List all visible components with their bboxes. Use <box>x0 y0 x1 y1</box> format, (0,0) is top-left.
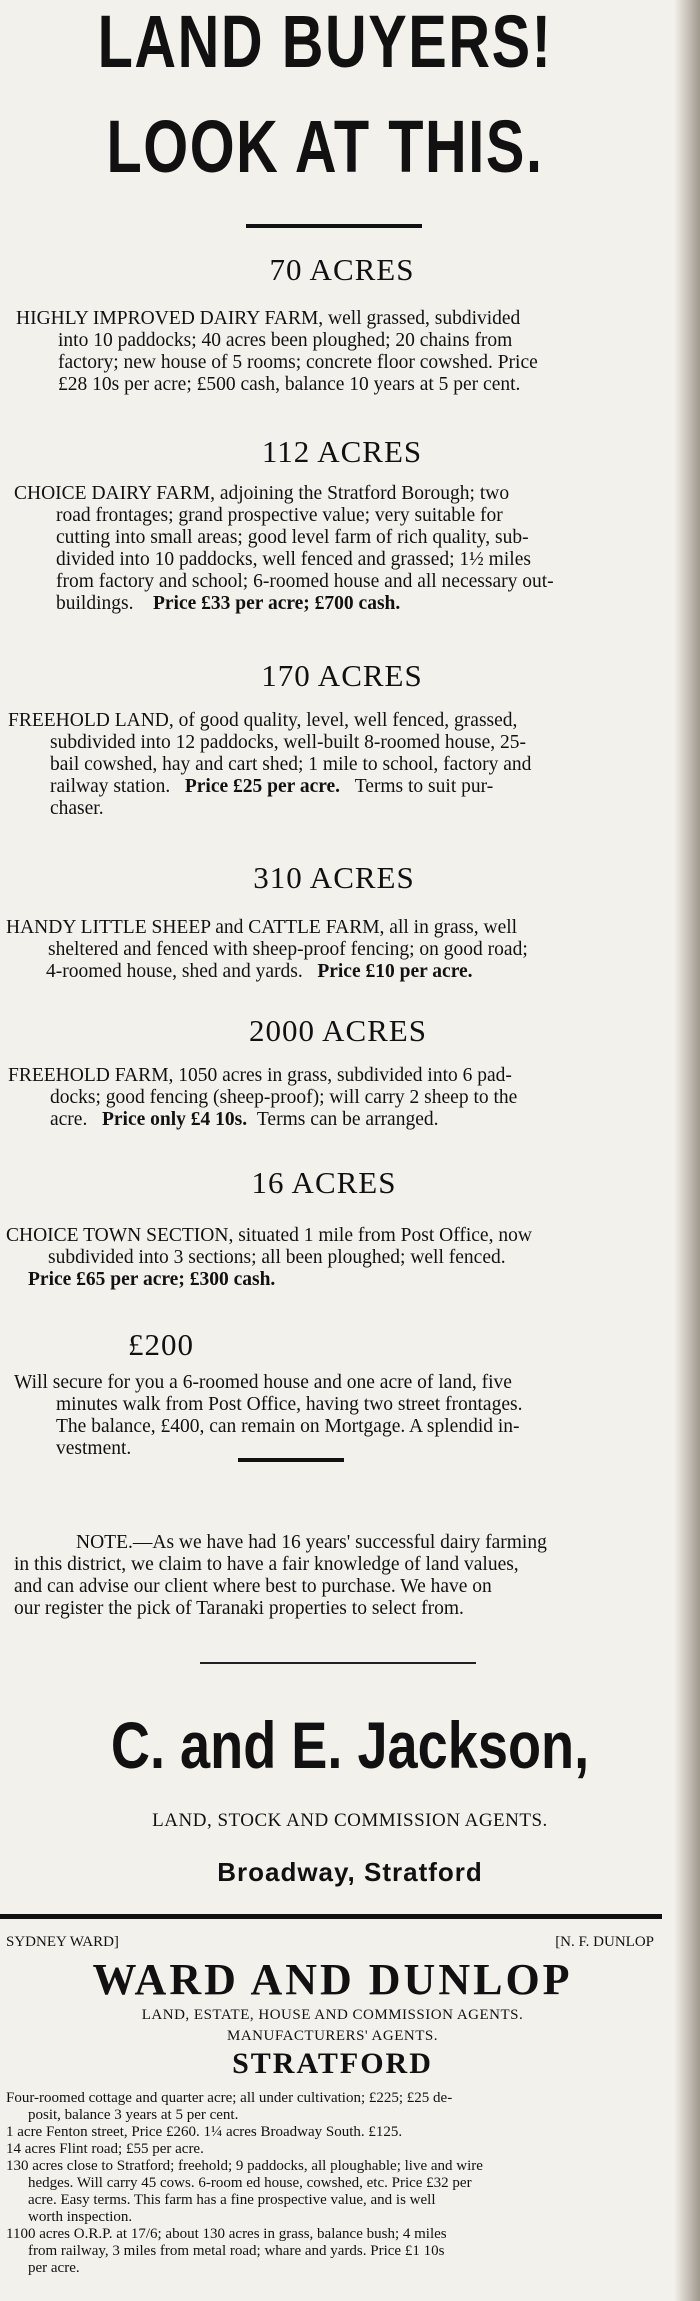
note-line: our register the pick of Taranaki properties to select from. <box>14 1598 464 1619</box>
body-line: sheltered and fenced with sheep-proof fencing; on good road; <box>48 939 528 960</box>
ward-title: WARD AND DUNLOP <box>92 1955 573 2004</box>
section-body-200-pounds <box>14 1372 666 1460</box>
section-heading-2000-acres: 2000 ACRES <box>249 1013 427 1048</box>
section-body-16-acres <box>6 1225 666 1291</box>
section-heading-112-acres: 112 ACRES <box>261 434 423 469</box>
body-line: subdivided into 3 sections; all been ploughed; well fenced. <box>48 1247 506 1268</box>
listing-line: per acre. <box>28 2260 80 2276</box>
note-line: NOTE.—As we have had 16 years' successful dairy farming <box>76 1532 547 1553</box>
note-rule <box>200 1662 476 1664</box>
listing-line: worth inspection. <box>28 2209 133 2225</box>
body-line: bail cowshed, hay and cart shed; 1 mile to school, factory and <box>50 754 532 775</box>
listing-line: posit, balance 3 years at 5 per cent. <box>28 2107 239 2123</box>
headline-rule <box>246 224 422 228</box>
page-edge-shadow <box>674 0 700 2301</box>
firm-address: Broadway, Stratford <box>217 1857 483 1887</box>
listing-line: 1100 acres O.R.P. at 17/6; about 130 acres in grass, balance bush; 4 miles <box>6 2226 447 2242</box>
body-line: £28 10s per acre; £500 cash, balance 10 years at 5 per cent. <box>58 374 521 395</box>
body-line: The balance, £400, can remain on Mortgage. A splendid in- <box>56 1416 520 1437</box>
section-body-170-acres <box>8 710 666 820</box>
terms-text: Terms to suit pur- <box>354 776 494 797</box>
section-body-310-acres <box>6 917 666 983</box>
price-text: Price £10 per acre. <box>317 961 473 982</box>
listing-line: acre. Easy terms. This farm has a fine prospective value, and is well <box>28 2192 436 2208</box>
body-line: chaser. <box>50 798 104 819</box>
body-line: HANDY LITTLE SHEEP and CATTLE FARM, all in grass, well <box>6 917 518 938</box>
section-heading-70-acres: 70 ACRES <box>269 252 415 287</box>
firm-description: LAND, STOCK AND COMMISSION AGENTS. <box>152 1810 548 1831</box>
note-line: and can advise our client where best to purchase. We have on <box>14 1576 492 1597</box>
partner-right: [N. F. DUNLOP <box>555 1934 654 1950</box>
body-line: vestment. <box>56 1438 132 1459</box>
body-line: factory; new house of 5 rooms; concrete floor cowshed. Price <box>58 352 538 373</box>
body-line-with-price <box>14 593 666 615</box>
listing-line: 14 acres Flint road; £55 per acre. <box>6 2141 204 2157</box>
body-line-text: buildings. <box>56 593 134 614</box>
section-body-2000-acres <box>8 1065 666 1131</box>
section-heading-170-acres: 170 ACRES <box>261 658 423 693</box>
body-line-with-price <box>8 776 666 798</box>
body-line: into 10 paddocks; 40 acres been ploughed; 20 chains from <box>58 330 513 351</box>
body-line-with-price <box>6 961 666 983</box>
body-line: CHOICE TOWN SECTION, situated 1 mile from Post Office, now <box>6 1225 532 1246</box>
ward-town: STRATFORD <box>232 2047 433 2080</box>
ward-partner-row <box>6 1934 654 1951</box>
body-line-with-price <box>6 1269 666 1291</box>
listing-line: 130 acres close to Stratford; freehold; 9 paddocks, all ploughable; live and wire <box>6 2158 483 2174</box>
body-line: minutes walk from Post Office, having two street frontages. <box>56 1394 523 1415</box>
body-line: cutting into small areas; good level farm of rich quality, sub- <box>56 527 529 548</box>
partner-left: SYDNEY WARD] <box>6 1934 119 1950</box>
price-text: Price £25 per acre. <box>184 776 341 797</box>
body-line: FREEHOLD FARM, 1050 acres in grass, subdivided into 6 pad- <box>8 1065 512 1086</box>
body-line-text: railway station. <box>50 776 171 797</box>
section-rule <box>238 1458 344 1462</box>
headline-line-2: LOOK AT THIS. <box>106 105 544 188</box>
body-line: road frontages; grand prospective value; very suitable for <box>56 505 503 526</box>
headline-line-1: LAND BUYERS! <box>97 0 553 83</box>
price-text: Price £65 per acre; £300 cash. <box>28 1269 276 1290</box>
body-line-text: acre. <box>50 1109 88 1130</box>
price-text: Price £33 per acre; £700 cash. <box>152 593 401 614</box>
body-line: subdivided into 12 paddocks, well-built 8-roomed house, 25- <box>50 732 527 753</box>
section-heading-200-pounds: £200 <box>128 1327 194 1362</box>
note-line: in this district, we claim to have a fair knowledge of land values, <box>14 1554 519 1575</box>
section-body-112-acres <box>14 483 666 615</box>
listing-line: Four-roomed cottage and quarter acre; all under cultivation; £225; £25 de- <box>6 2090 453 2106</box>
listing-line: 1 acre Fenton street, Price £260. 1¼ acres Broadway South. £125. <box>6 2124 403 2140</box>
terms-text: Terms can be arranged. <box>256 1109 439 1130</box>
body-line: HIGHLY IMPROVED DAIRY FARM, well grassed, subdivided <box>16 308 521 329</box>
section-heading-16-acres: 16 ACRES <box>251 1165 397 1200</box>
firm-name: C. and E. Jackson, <box>110 1708 590 1782</box>
section-heading-310-acres: 310 ACRES <box>253 860 415 895</box>
body-line-text: 4-roomed house, shed and yards. <box>46 961 303 982</box>
body-line: Will secure for you a 6-roomed house and one acre of land, five <box>14 1372 512 1393</box>
ward-subtitle-2: MANUFACTURERS' AGENTS. <box>227 2028 438 2044</box>
body-line: docks; good fencing (sheep-proof); will carry 2 sheep to the <box>50 1087 518 1108</box>
advert-divider <box>0 1914 662 1919</box>
body-line: divided into 10 paddocks, well fenced and grassed; 1½ miles <box>56 549 531 570</box>
body-line: FREEHOLD LAND, of good quality, level, well fenced, grassed, <box>8 710 518 731</box>
body-line: CHOICE DAIRY FARM, adjoining the Stratford Borough; two <box>14 483 510 504</box>
listing-line: from railway, 3 miles from metal road; whare and yards. Price £1 10s <box>28 2243 445 2259</box>
body-line: from factory and school; 6-roomed house and all necessary out- <box>56 571 554 592</box>
section-body-70-acres <box>16 308 666 396</box>
note-paragraph <box>14 1532 654 1620</box>
ward-subtitle-1: LAND, ESTATE, HOUSE AND COMMISSION AGENTS. <box>141 2007 524 2023</box>
ward-listings <box>6 2090 656 2277</box>
price-text: Price only £4 10s. <box>101 1109 248 1130</box>
body-line-with-price <box>8 1109 666 1131</box>
listing-line: hedges. Will carry 45 cows. 6-room ed house, cowshed, etc. Price £32 per <box>28 2175 472 2191</box>
